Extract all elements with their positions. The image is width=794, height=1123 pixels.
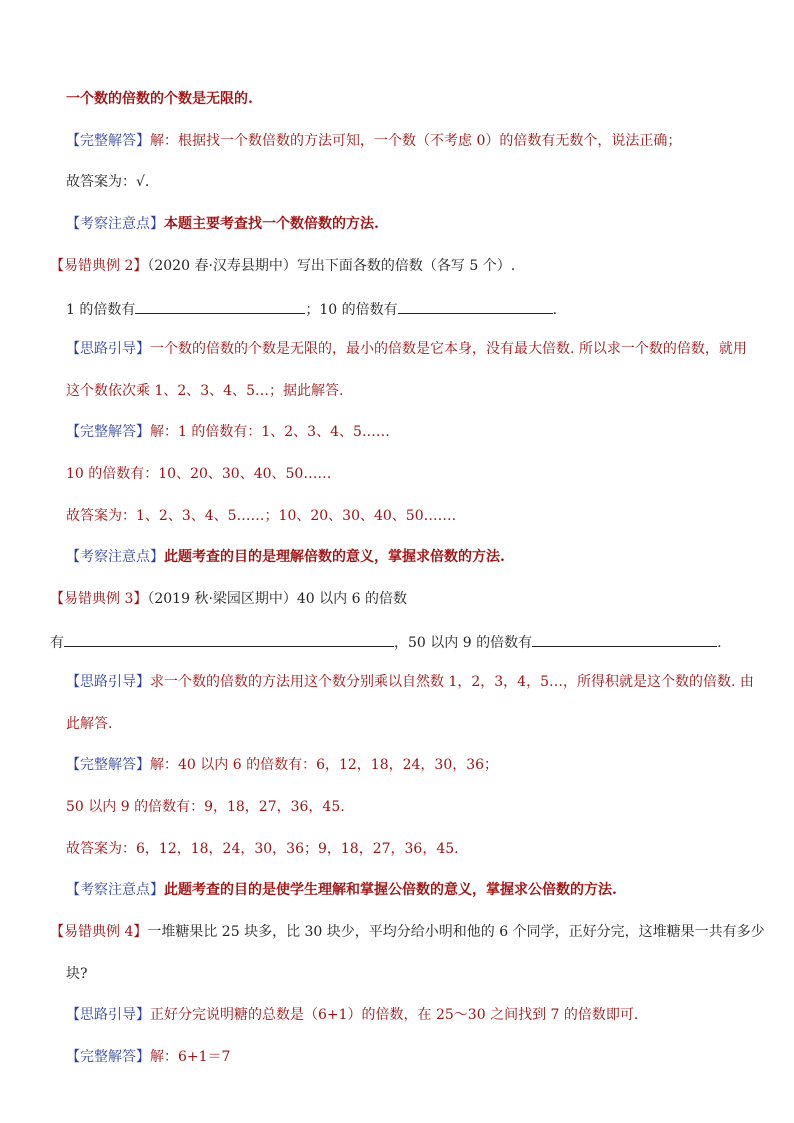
question-text: . — [552, 302, 558, 318]
example-title — [50, 257, 515, 275]
hint-line — [66, 340, 747, 358]
example-title — [50, 590, 407, 608]
text-line: 求一个数的倍数的方法用这个数分别乘以自然数 1，2，3，4，5…，所得积就是这个数的倍数. 由 — [150, 674, 754, 690]
section-tag: 【考察注意点】 — [66, 549, 164, 565]
example-text: 一堆糖果比 25 块多，比 30 块少，平均分给小明和他的 6 个同学，正好分完，这堆糖果一共有多少 — [147, 924, 765, 940]
section-tag: 【完整解答】 — [66, 424, 150, 440]
text-line: 解：6+1＝7 — [150, 1049, 231, 1065]
example-tag: 【易错典例 3】 — [50, 591, 148, 607]
solution-line — [66, 756, 498, 774]
note-line — [66, 215, 379, 233]
text-line: 本题主要考查找一个数倍数的方法. — [164, 216, 379, 232]
text-line: 解：40 以内 6 的倍数有：6，12，18，24，30，36； — [150, 757, 499, 773]
question-text: . — [717, 635, 722, 651]
question-text: 有 — [50, 635, 64, 651]
section-tag: 【思路引导】 — [66, 341, 150, 357]
note-line — [66, 881, 617, 899]
solution-line — [66, 423, 390, 441]
example-tag: 【易错典例 4】 — [50, 924, 148, 940]
question-line — [66, 299, 557, 319]
note-line — [66, 548, 505, 566]
section-tag: 【完整解答】 — [66, 133, 150, 149]
text-line: 解：1 的倍数有：1、2、3、4、5…… — [150, 424, 390, 440]
solution-line: 10 的倍数有：10、20、30、40、50…… — [66, 466, 332, 482]
text-line: 正好分完说明糖的总数是（6+1）的倍数，在 25～30 之间找到 7 的倍数即可. — [150, 1007, 639, 1023]
answer-line: 故答案为：√. — [66, 174, 150, 190]
answer-line: 故答案为：1、2、3、4、5……；10、20、30、40、50……. — [66, 508, 457, 524]
answer-blank[interactable] — [64, 632, 394, 647]
hint-line: 这个数依次乘 1、2、3、4、5…；据此解答. — [66, 383, 344, 399]
text-line: 此题考查的目的是理解倍数的意义，掌握求倍数的方法. — [164, 549, 505, 565]
example-tag: 【易错典例 2】 — [50, 258, 148, 274]
answer-line: 故答案为：6，12，18，24，30，36；9，18，27，36，45. — [66, 841, 459, 857]
solution-line — [66, 1048, 230, 1066]
answer-blank[interactable] — [532, 632, 717, 647]
question-text: 1 的倍数有 — [66, 302, 136, 318]
question-line — [50, 632, 722, 652]
text-line: 此题考查的目的是使学生理解和掌握公倍数的意义，掌握求公倍数的方法. — [164, 882, 617, 898]
hint-line — [66, 1006, 638, 1024]
question-text: ；10 的倍数有 — [305, 302, 398, 318]
section-tag: 【完整解答】 — [66, 1049, 150, 1065]
example-text: 块? — [66, 966, 88, 982]
text-line: 一个数的倍数的个数是无限的. — [66, 91, 253, 107]
section-tag: 【考察注意点】 — [66, 882, 164, 898]
example-title — [50, 923, 765, 941]
solution-line: 50 以内 9 的倍数有：9，18，27，36，45. — [66, 799, 345, 815]
section-tag: 【完整解答】 — [66, 757, 150, 773]
hint-line: 此解答. — [66, 716, 113, 732]
section-tag: 【考察注意点】 — [66, 216, 164, 232]
answer-blank[interactable] — [398, 299, 553, 314]
answer-blank[interactable] — [135, 299, 305, 314]
example-text: （2020 春·汉寿县期中）写出下面各数的倍数（各写 5 个）. — [147, 258, 516, 274]
section-tag: 【思路引导】 — [66, 674, 150, 690]
solution-line — [66, 132, 681, 150]
example-text: （2019 秋·梁园区期中）40 以内 6 的倍数 — [147, 591, 407, 607]
text-line: 一个数的倍数的个数是无限的，最小的倍数是它本身，没有最大倍数. 所以求一个数的倍数，就用 — [150, 341, 747, 357]
hint-line — [66, 673, 754, 691]
section-tag: 【思路引导】 — [66, 1007, 150, 1023]
text-line: 解：根据找一个数倍数的方法可知，一个数（不考虑 0）的倍数有无数个，说法正确； — [150, 133, 682, 149]
question-text: ，50 以内 9 的倍数有 — [394, 635, 533, 651]
